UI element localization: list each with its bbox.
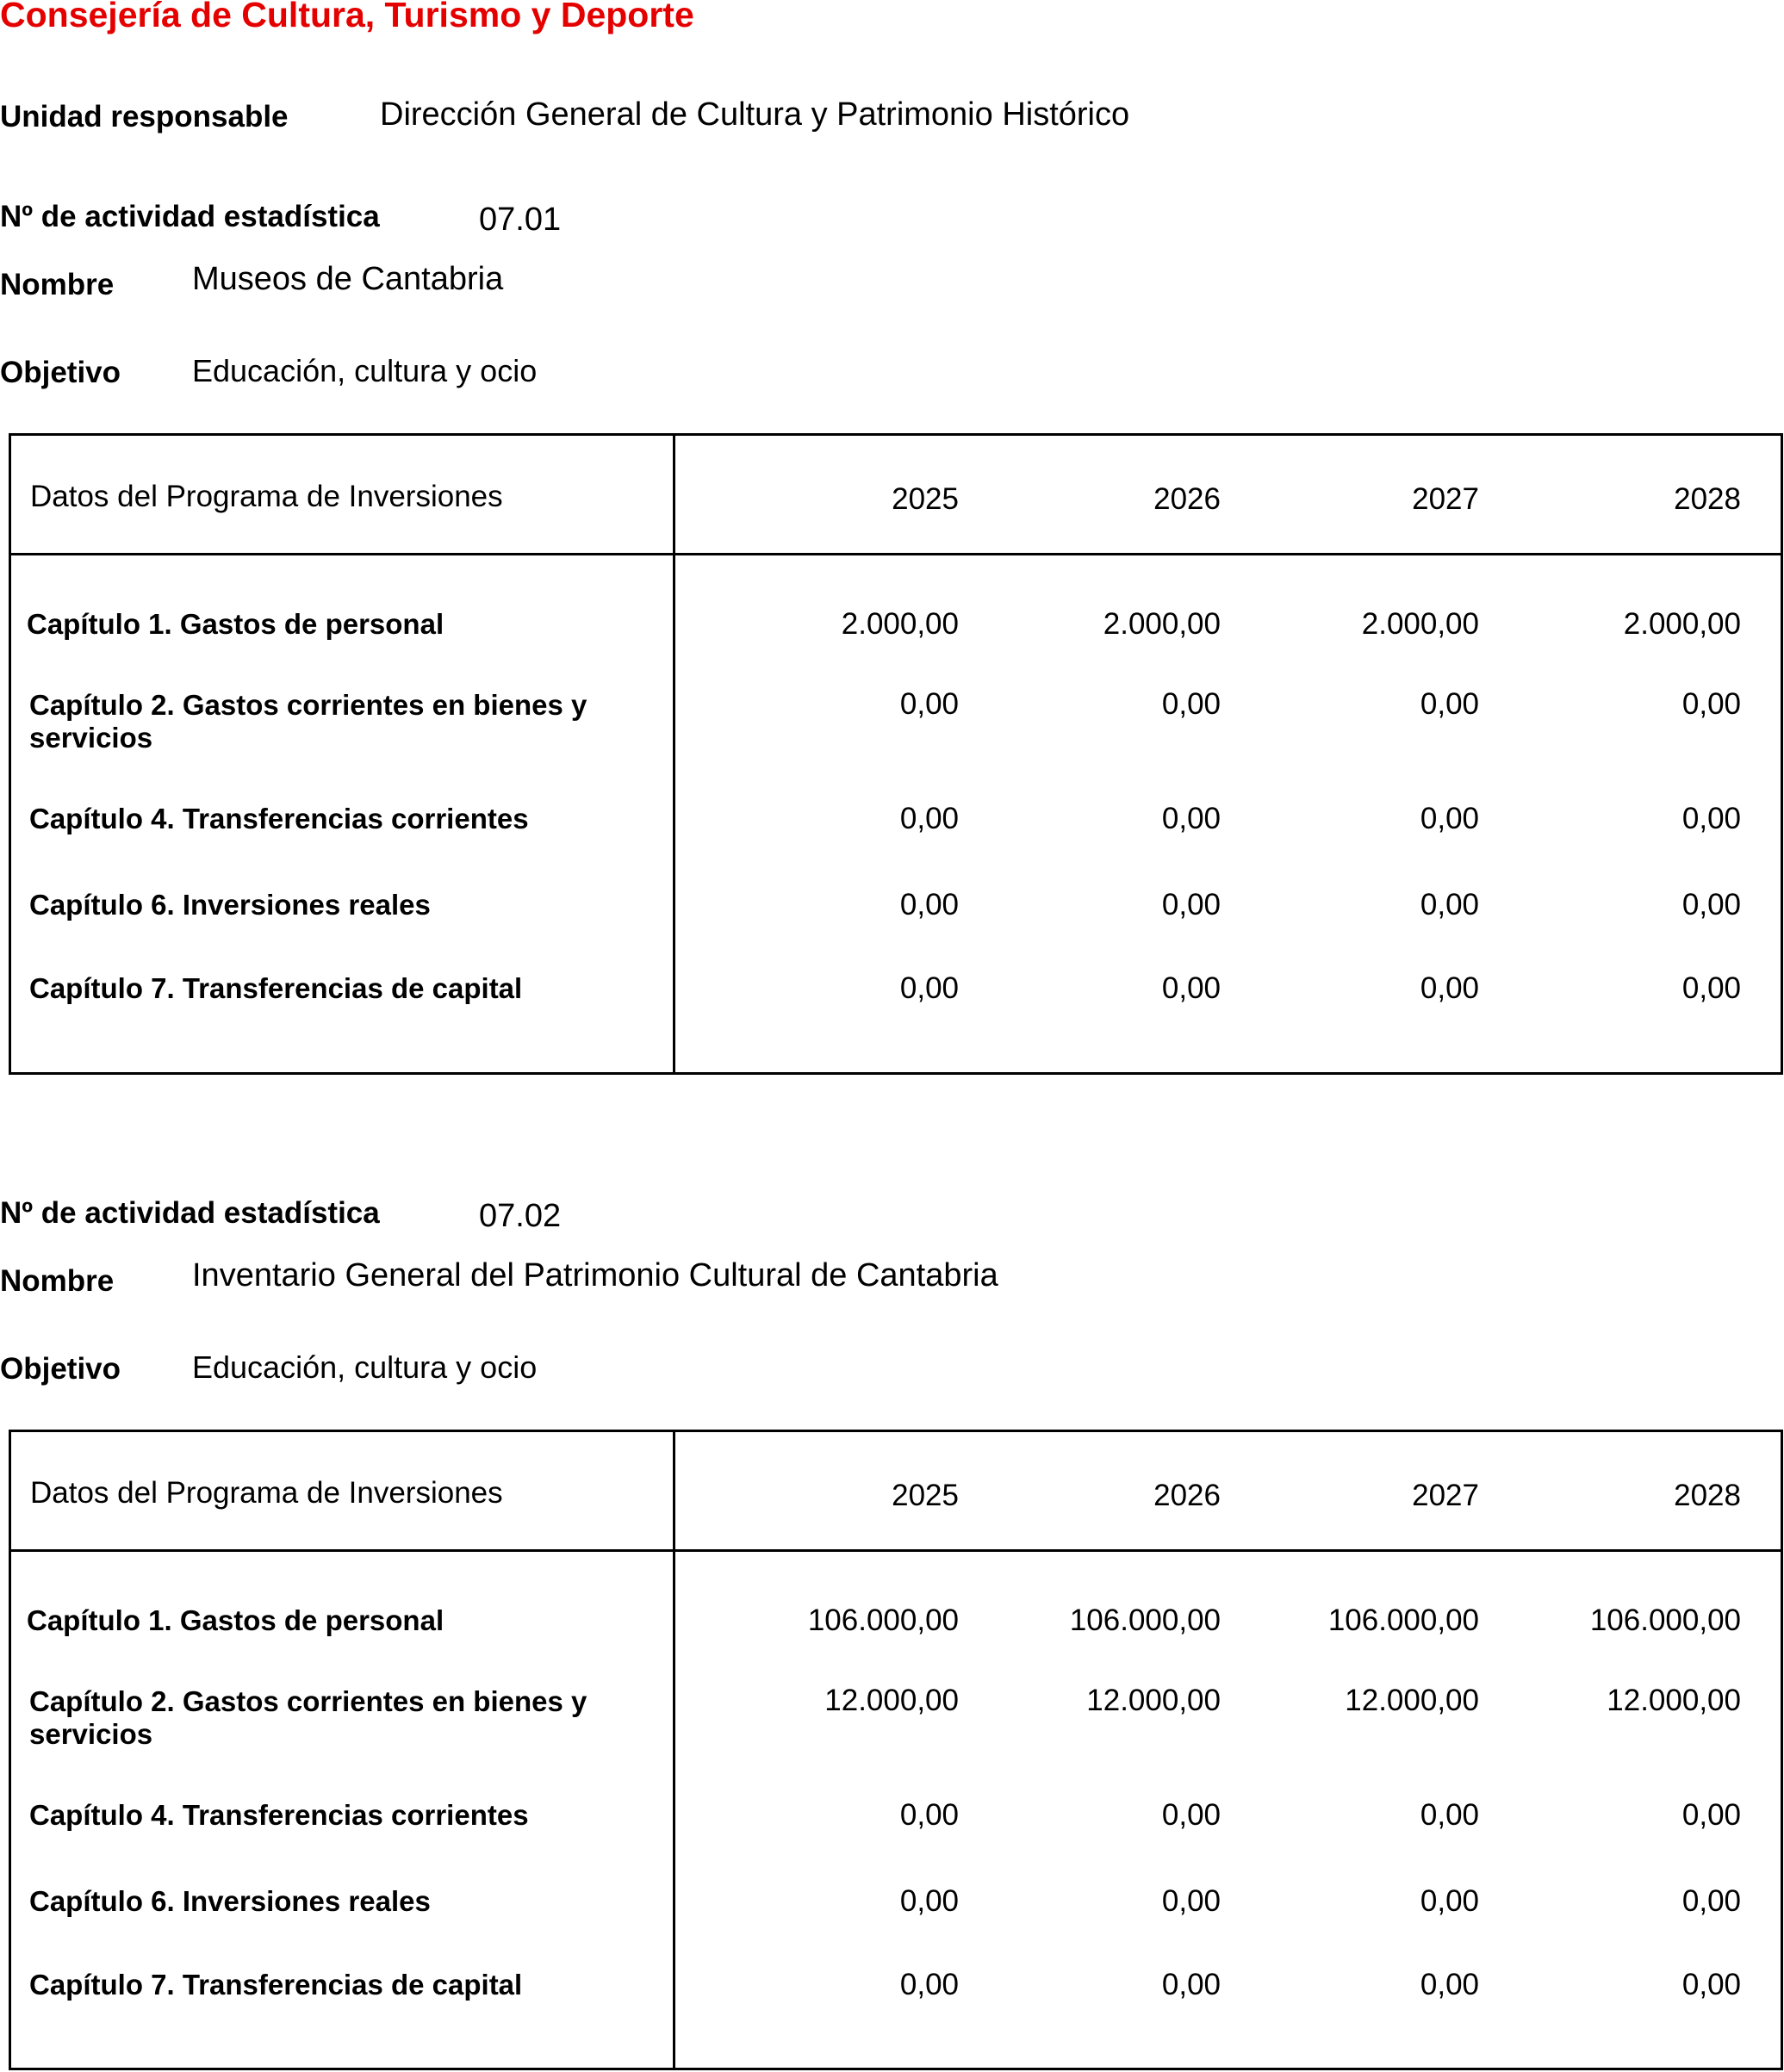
activity-number-value: 07.01 — [479, 202, 562, 238]
cell-value: 106.000,00 — [807, 1604, 959, 1637]
activity-objective-value: Educación, cultura y ocio — [192, 353, 538, 388]
cell-value: 2.000,00 — [1623, 607, 1741, 641]
investment-table — [9, 1430, 1783, 2070]
cell-value: 106.000,00 — [1327, 1604, 1479, 1637]
table-header-label: Datos del Programa de Inversiones — [30, 1476, 503, 1510]
row-label: Capítulo 1. Gastos de personal — [27, 608, 444, 640]
row-label: Capítulo 6. Inversiones reales — [29, 889, 431, 921]
cell-value: 0,00 — [1161, 1798, 1221, 1832]
row-label: Capítulo 7. Transferencias de capital — [29, 1969, 523, 2001]
cell-value: 0,00 — [899, 802, 959, 835]
table-header-label: Datos del Programa de Inversiones — [30, 480, 503, 513]
row-label: Capítulo 1. Gastos de personal — [27, 1604, 444, 1636]
row-label: Capítulo 2. Gastos corrientes en bienes y servicios — [29, 1685, 587, 1750]
activity-objective-label: Objetivo — [0, 1352, 121, 1386]
cell-value: 12.000,00 — [824, 1684, 959, 1717]
cell-value: 12.000,00 — [1607, 1684, 1741, 1717]
table-divider — [673, 1432, 675, 2068]
activity-objective-label: Objetivo — [0, 356, 121, 389]
cell-value: 12.000,00 — [1345, 1684, 1479, 1717]
activity-name-label: Nombre — [0, 268, 115, 301]
cell-value: 106.000,00 — [1069, 1604, 1221, 1637]
cell-value: 0,00 — [1681, 802, 1741, 835]
activity-number-value: 07.02 — [479, 1198, 562, 1234]
cell-value: 0,00 — [1420, 687, 1479, 721]
cell-value: 0,00 — [1161, 1884, 1221, 1918]
cell-value: 0,00 — [1161, 687, 1221, 721]
table-divider — [11, 553, 1781, 555]
cell-value: 0,00 — [1681, 1968, 1741, 2001]
cell-value: 0,00 — [1161, 802, 1221, 835]
cell-value: 0,00 — [899, 888, 959, 921]
row-label: Capítulo 2. Gastos corrientes en bienes y servicios — [29, 689, 587, 754]
row-label: Capítulo 7. Transferencias de capital — [29, 972, 523, 1004]
activity-number-label: Nº de actividad estadística — [0, 1196, 380, 1230]
cell-value: 0,00 — [1420, 1798, 1479, 1832]
year-header: 2025 — [892, 1479, 959, 1512]
cell-value: 0,00 — [1161, 888, 1221, 921]
cell-value: 0,00 — [1681, 971, 1741, 1005]
year-header: 2026 — [1153, 482, 1221, 516]
cell-value: 0,00 — [1420, 802, 1479, 835]
cell-value: 0,00 — [1420, 1884, 1479, 1918]
table-divider — [11, 1549, 1781, 1552]
table-divider — [673, 436, 675, 1072]
cell-value: 106.000,00 — [1589, 1604, 1741, 1637]
cell-value: 0,00 — [1681, 888, 1741, 921]
row-label: Capítulo 6. Inversiones reales — [29, 1885, 431, 1917]
cell-value: 12.000,00 — [1086, 1684, 1221, 1717]
cell-value: 0,00 — [1681, 1884, 1741, 1918]
cell-value: 0,00 — [1161, 1968, 1221, 2001]
cell-value: 0,00 — [899, 1798, 959, 1832]
cell-value: 0,00 — [899, 971, 959, 1005]
cell-value: 0,00 — [1420, 971, 1479, 1005]
activity-name-value: Museos de Cantabria — [192, 261, 504, 297]
activity-objective-value: Educación, cultura y ocio — [192, 1349, 538, 1385]
activity-number-label: Nº de actividad estadística — [0, 200, 380, 233]
activity-name-label: Nombre — [0, 1264, 115, 1298]
cell-value: 0,00 — [899, 687, 959, 721]
year-header: 2025 — [892, 482, 959, 516]
year-header: 2027 — [1412, 482, 1479, 516]
cell-value: 0,00 — [1420, 1968, 1479, 2001]
investment-table — [9, 433, 1783, 1075]
year-header: 2027 — [1412, 1479, 1479, 1512]
unit-label: Unidad responsable — [0, 100, 289, 133]
activity-name-value: Inventario General del Patrimonio Cultural de Cantabria — [192, 1257, 998, 1293]
cell-value: 2.000,00 — [1103, 607, 1221, 641]
cell-value: 0,00 — [899, 1884, 959, 1918]
page-title: Consejería de Cultura, Turismo y Deporte — [0, 0, 694, 34]
unit-value: Dirección General de Cultura y Patrimonio Histórico — [380, 96, 1130, 133]
year-header: 2028 — [1674, 482, 1741, 516]
cell-value: 0,00 — [1681, 1798, 1741, 1832]
row-label: Capítulo 4. Transferencias corrientes — [29, 803, 529, 834]
cell-value: 0,00 — [1420, 888, 1479, 921]
year-header: 2028 — [1674, 1479, 1741, 1512]
cell-value: 0,00 — [1681, 687, 1741, 721]
cell-value: 2.000,00 — [841, 607, 959, 641]
row-label: Capítulo 4. Transferencias corrientes — [29, 1799, 529, 1831]
cell-value: 0,00 — [1161, 971, 1221, 1005]
year-header: 2026 — [1153, 1479, 1221, 1512]
cell-value: 0,00 — [899, 1968, 959, 2001]
cell-value: 2.000,00 — [1361, 607, 1479, 641]
